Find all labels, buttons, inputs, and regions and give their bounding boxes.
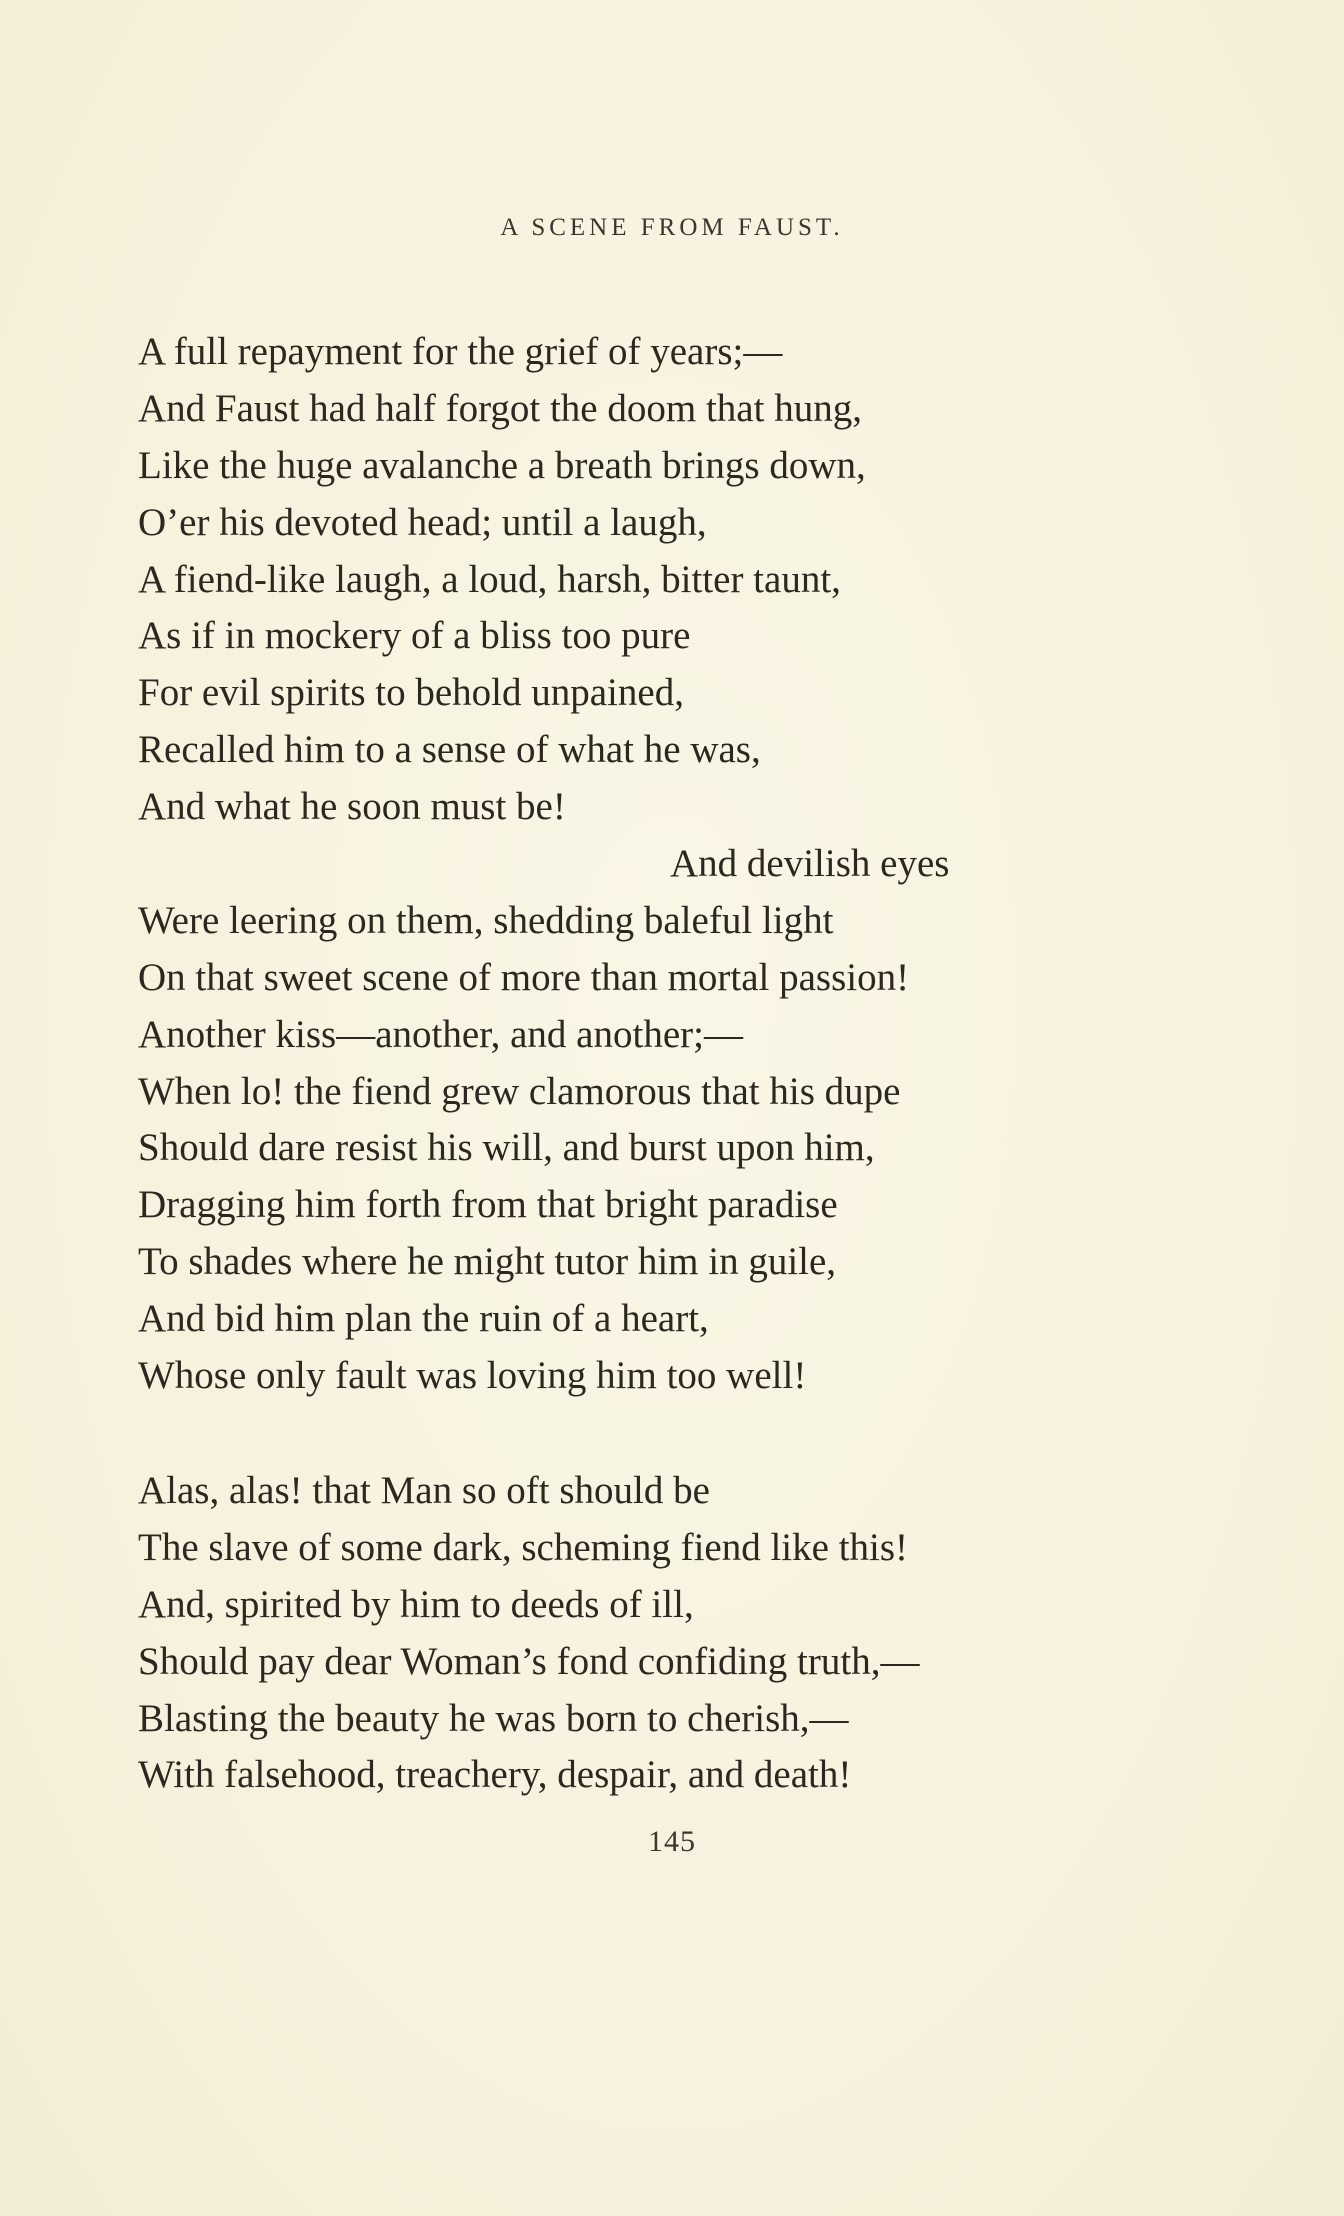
verse-line: Blasting the beauty he was born to cherish,—: [138, 1696, 849, 1740]
stanza-1: [138, 324, 1288, 1405]
verse-line: O’er his devoted head; until a laugh,: [138, 500, 707, 544]
verse-line: Should pay dear Woman’s fond confiding truth,—: [138, 1639, 920, 1683]
verse-line: Another kiss—another, and another;—: [138, 1012, 743, 1056]
verse-line: And what he soon must be!: [138, 785, 566, 829]
verse-line: On that sweet scene of more than mortal passion!: [138, 955, 910, 999]
stanza-2: [138, 1463, 1288, 1804]
verse-line: To shades where he might tutor him in guile,: [138, 1240, 837, 1284]
running-head: A SCENE FROM FAUST.: [500, 214, 844, 241]
page-number: 145: [648, 1825, 696, 1858]
verse-line: A full repayment for the grief of years;—: [138, 330, 783, 373]
verse-line: When lo! the fiend grew clamorous that his dupe: [138, 1069, 901, 1113]
verse-line: With falsehood, treachery, despair, and death!: [138, 1753, 852, 1797]
verse-line: Recalled him to a sense of what he was,: [138, 728, 761, 772]
verse-line: The slave of some dark, scheming fiend like this!: [138, 1525, 909, 1569]
verse-line: A fiend-like laugh, a loud, harsh, bitter taunt,: [138, 557, 841, 601]
verse-line: For evil spirits to behold unpained,: [138, 671, 684, 715]
verse-line: As if in mockery of a bliss too pure: [138, 614, 691, 658]
verse-line: Dragging him forth from that bright paradise: [138, 1183, 838, 1227]
verse-line-indented: And devilish eyes: [670, 842, 950, 886]
verse-line: Were leering on them, shedding baleful light: [138, 898, 834, 942]
verse-line: And Faust had half forgot the doom that hung,: [138, 386, 862, 430]
verse-line: Like the huge avalanche a breath brings down,: [138, 443, 866, 487]
verse-line: Alas, alas! that Man so oft should be: [138, 1469, 710, 1512]
verse-line: Should dare resist his will, and burst upon him,: [138, 1126, 875, 1170]
verse-line: Whose only fault was loving him too well!: [138, 1354, 807, 1398]
verse-line: And, spirited by him to deeds of ill,: [138, 1582, 694, 1626]
verse-line: And bid him plan the ruin of a heart,: [138, 1297, 709, 1341]
